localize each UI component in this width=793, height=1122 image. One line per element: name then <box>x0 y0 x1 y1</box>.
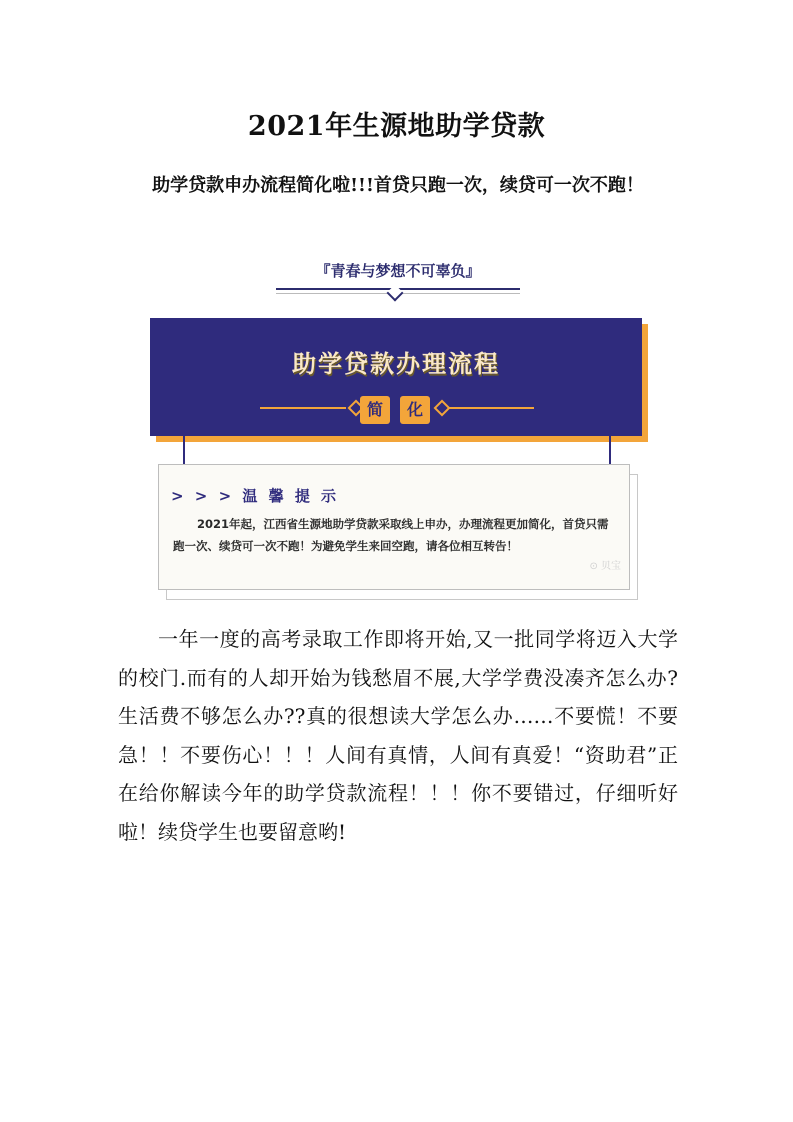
watermark: ⊙ 贝宝 <box>589 561 621 572</box>
decor-line-right <box>448 407 534 409</box>
banner-image <box>120 252 670 602</box>
page-title: 2021年生源地助学贷款 <box>247 111 546 142</box>
slogan: 『青春与梦想不可辜负』 <box>315 262 481 280</box>
decor-line-left <box>260 407 346 409</box>
page-subtitle: 助学贷款申办流程简化啦!!!首贷只跑一次，续贷可一次不跑！ <box>152 175 644 196</box>
tag-jian: 简 <box>360 396 390 424</box>
body-paragraph: 一年一度的高考录取工作即将开始,又一批同学将迈入大学的校门.而有的人却开始为钱愁眉不展,大学学费没凑齐怎么办?生活费不够怎么办??真的很想读大学怎么办……不要慌！不要急！！不要伤心！！！人间有真情，人间有真爱！“资助君”正在给你解读今年的助学贷款流程！！！你不要错过，仔细听好啦！续贷学生也要留意哟! <box>118 627 678 844</box>
tip-title: > > > 温 馨 提 示 <box>171 487 340 505</box>
tag-hua: 化 <box>400 396 430 424</box>
tip-card <box>158 464 630 590</box>
tip-text: 2021年起，江西省生源地助学贷款采取线上申办，办理流程更加简化，首贷只需跑一次、续贷可一次不跑！为避免学生来回空跑，请各位相互转告！ <box>173 517 609 553</box>
banner-heading: 助学贷款办理流程 <box>292 350 500 378</box>
banner-header-box <box>150 318 642 436</box>
